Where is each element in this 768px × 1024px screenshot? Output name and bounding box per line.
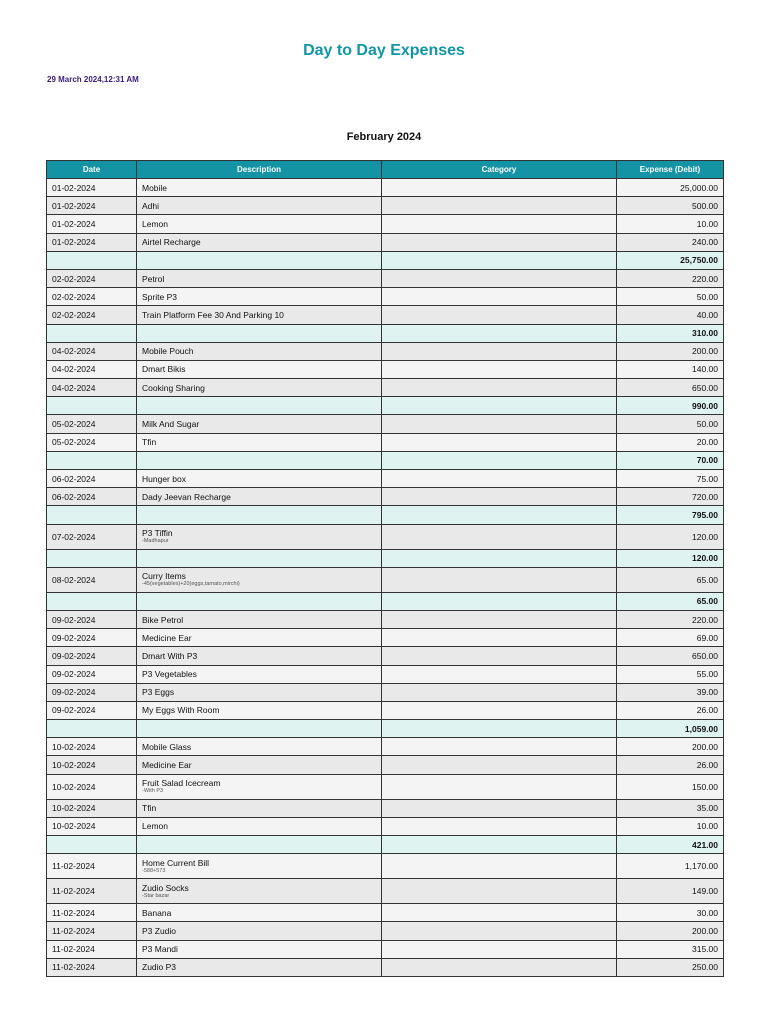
empty-cell [382,451,617,469]
description-text: Dmart With P3 [142,650,198,661]
description-text: Airtel Recharge [142,237,201,248]
expense-amount-cell: 240.00 [617,233,724,251]
category-cell [382,433,617,451]
expense-amount-cell: 69.00 [617,629,724,647]
description-text: Petrol [142,273,165,284]
table-row [47,940,724,958]
empty-cell [47,397,137,415]
description-text: Zudio P3 [142,962,177,973]
description-cell [137,415,382,433]
expense-amount-cell: 10.00 [617,215,724,233]
description-cell [137,342,382,360]
table-row [47,774,724,799]
date-cell: 09-02-2024 [47,647,137,665]
expense-amount-cell: 200.00 [617,342,724,360]
empty-cell [47,506,137,524]
expense-amount-cell: 26.00 [617,701,724,719]
category-cell [382,415,617,433]
date-cell: 10-02-2024 [47,738,137,756]
expense-amount-cell: 140.00 [617,360,724,378]
expense-amount-cell: 200.00 [617,922,724,940]
table-row [47,922,724,940]
expense-amount-cell: 150.00 [617,774,724,799]
category-cell [382,288,617,306]
category-cell [382,215,617,233]
table-row [47,470,724,488]
table-row [47,415,724,433]
expense-amount-cell: 149.00 [617,879,724,904]
empty-cell [382,836,617,854]
empty-cell [47,251,137,269]
expense-amount-cell: 75.00 [617,470,724,488]
description-text: Milk And Sugar [142,419,200,430]
description-cell [137,683,382,701]
description-cell [137,922,382,940]
table-row [47,342,724,360]
table-header-row [47,161,724,179]
description-text: Dady Jeevan Recharge [142,491,231,502]
description-text: Lemon [142,218,168,229]
month-heading: February 2024 [346,131,422,143]
category-cell [382,306,617,324]
category-cell [382,647,617,665]
table-row [47,854,724,879]
expense-amount-cell: 20.00 [617,433,724,451]
category-cell [382,470,617,488]
table-row [47,524,724,549]
date-cell: 06-02-2024 [47,470,137,488]
category-cell [382,940,617,958]
table-row [47,904,724,922]
column-header-expense: Expense (Debit) [617,161,724,179]
date-cell: 04-02-2024 [47,379,137,397]
category-cell [382,233,617,251]
description-cell [137,179,382,197]
expenses-table [46,160,724,977]
date-cell: 10-02-2024 [47,774,137,799]
empty-cell [137,506,382,524]
empty-cell [137,324,382,342]
description-note: -588+573 [142,867,166,874]
date-cell: 05-02-2024 [47,433,137,451]
description-cell [137,269,382,287]
description-cell [137,940,382,958]
description-cell [137,470,382,488]
expense-amount-cell: 26.00 [617,756,724,774]
description-text: Dmart Bikis [142,364,186,375]
table-row [47,647,724,665]
category-cell [382,269,617,287]
empty-cell [382,720,617,738]
category-cell [382,701,617,719]
daily-total-amount: 1,059.00 [617,720,724,738]
description-cell [137,488,382,506]
description-cell [137,288,382,306]
description-text: Mobile Glass [142,741,192,752]
category-cell [382,629,617,647]
table-row [47,683,724,701]
table-row [47,665,724,683]
table-row [47,288,724,306]
expense-amount-cell: 650.00 [617,379,724,397]
category-cell [382,879,617,904]
description-cell [137,756,382,774]
description-cell [137,738,382,756]
daily-total-amount: 25,750.00 [617,251,724,269]
date-cell: 01-02-2024 [47,233,137,251]
category-cell [382,567,617,592]
empty-cell [47,451,137,469]
category-cell [382,179,617,197]
description-cell [137,306,382,324]
description-text: Bike Petrol [142,614,184,625]
empty-cell [137,251,382,269]
daily-total-row [47,549,724,567]
description-cell [137,610,382,628]
category-cell [382,683,617,701]
description-text: Mobile Pouch [142,346,194,357]
date-cell: 05-02-2024 [47,415,137,433]
daily-total-amount: 70.00 [617,451,724,469]
date-cell: 11-02-2024 [47,879,137,904]
table-row [47,215,724,233]
expense-amount-cell: 650.00 [617,647,724,665]
daily-total-row [47,251,724,269]
table-row [47,738,724,756]
description-text: P3 Eggs [142,687,175,698]
date-cell: 11-02-2024 [47,854,137,879]
table-row [47,360,724,378]
table-row [47,433,724,451]
table-row [47,799,724,817]
date-cell: 10-02-2024 [47,756,137,774]
category-cell [382,524,617,549]
daily-total-row [47,836,724,854]
description-cell [137,629,382,647]
column-header-date: Date [47,161,137,179]
category-cell [382,342,617,360]
category-cell [382,488,617,506]
empty-cell [137,720,382,738]
description-text: Adhi [142,200,160,211]
category-cell [382,610,617,628]
table-row [47,269,724,287]
table-row [47,233,724,251]
table-row [47,756,724,774]
description-text: Tfin [142,803,157,814]
date-cell: 10-02-2024 [47,817,137,835]
expense-amount-cell: 65.00 [617,567,724,592]
table-row [47,610,724,628]
date-cell: 01-02-2024 [47,215,137,233]
expense-amount-cell: 35.00 [617,799,724,817]
daily-total-amount: 795.00 [617,506,724,524]
category-cell [382,854,617,879]
description-text: Fruit Salad Icecream [142,778,221,789]
description-cell [137,904,382,922]
description-text: Mobile [142,182,168,193]
date-cell: 11-02-2024 [47,904,137,922]
date-cell: 11-02-2024 [47,922,137,940]
empty-cell [137,397,382,415]
date-cell: 07-02-2024 [47,524,137,549]
description-text: My Eggs With Room [142,705,220,716]
date-cell: 01-02-2024 [47,179,137,197]
description-cell [137,379,382,397]
date-cell: 11-02-2024 [47,940,137,958]
daily-total-amount: 310.00 [617,324,724,342]
empty-cell [137,592,382,610]
category-cell [382,665,617,683]
description-cell [137,799,382,817]
category-cell [382,799,617,817]
date-cell: 09-02-2024 [47,665,137,683]
description-note: -Star bazar [142,892,170,899]
daily-total-row [47,451,724,469]
expense-amount-cell: 55.00 [617,665,724,683]
page-title: Day to Day Expenses [303,42,465,59]
category-cell [382,958,617,976]
table-row [47,629,724,647]
table-row [47,701,724,719]
empty-cell [47,836,137,854]
date-cell: 09-02-2024 [47,610,137,628]
table-row [47,488,724,506]
description-note: -45(vegetables)+20(eggs,tamato,mirchi) [142,581,240,588]
description-text: Medicine Ear [142,632,192,643]
empty-cell [382,397,617,415]
daily-total-row [47,592,724,610]
description-note: -Madhapur [142,538,169,545]
expense-amount-cell: 25,000.00 [617,179,724,197]
description-cell [137,360,382,378]
category-cell [382,738,617,756]
date-cell: 04-02-2024 [47,342,137,360]
daily-total-amount: 120.00 [617,549,724,567]
category-cell [382,817,617,835]
date-cell: 02-02-2024 [47,288,137,306]
table-row [47,306,724,324]
description-cell [137,524,382,549]
description-cell [137,665,382,683]
description-text: Home Current Bill [142,857,210,868]
description-text: Train Platform Fee 30 And Parking 10 [142,309,284,320]
table-row [47,817,724,835]
category-cell [382,922,617,940]
daily-total-row [47,506,724,524]
category-cell [382,774,617,799]
table-row [47,379,724,397]
description-note: -With P3 [142,788,164,795]
date-cell: 02-02-2024 [47,306,137,324]
column-header-description: Description [137,161,382,179]
description-cell [137,433,382,451]
empty-cell [382,549,617,567]
description-text: P3 Vegetables [142,669,197,680]
empty-cell [137,549,382,567]
expense-amount-cell: 50.00 [617,415,724,433]
date-cell: 01-02-2024 [47,197,137,215]
description-cell [137,958,382,976]
date-cell: 06-02-2024 [47,488,137,506]
description-text: P3 Mandi [142,944,178,955]
expense-amount-cell: 39.00 [617,683,724,701]
date-cell: 08-02-2024 [47,567,137,592]
description-text: Sprite P3 [142,291,177,302]
description-cell [137,647,382,665]
empty-cell [382,324,617,342]
daily-total-row [47,324,724,342]
empty-cell [382,251,617,269]
description-text: Tfin [142,437,157,448]
expense-amount-cell: 250.00 [617,958,724,976]
empty-cell [382,592,617,610]
expense-amount-cell: 50.00 [617,288,724,306]
date-cell: 09-02-2024 [47,701,137,719]
expense-amount-cell: 200.00 [617,738,724,756]
category-cell [382,360,617,378]
description-text: Banana [142,907,172,918]
description-text: Hunger box [142,473,186,484]
expense-amount-cell: 720.00 [617,488,724,506]
empty-cell [47,592,137,610]
category-cell [382,904,617,922]
daily-total-amount: 421.00 [617,836,724,854]
description-text: Medicine Ear [142,760,192,771]
description-cell [137,879,382,904]
expense-amount-cell: 120.00 [617,524,724,549]
daily-total-row [47,720,724,738]
description-cell [137,233,382,251]
empty-cell [137,451,382,469]
expense-amount-cell: 40.00 [617,306,724,324]
empty-cell [382,506,617,524]
expense-amount-cell: 500.00 [617,197,724,215]
table-row [47,197,724,215]
category-cell [382,756,617,774]
description-cell [137,701,382,719]
date-cell: 11-02-2024 [47,958,137,976]
empty-cell [47,549,137,567]
category-cell [382,379,617,397]
date-cell: 02-02-2024 [47,269,137,287]
expense-amount-cell: 315.00 [617,940,724,958]
expense-amount-cell: 10.00 [617,817,724,835]
empty-cell [47,720,137,738]
expense-amount-cell: 220.00 [617,610,724,628]
description-text: P3 Tiffin [142,528,173,539]
table-row [47,958,724,976]
date-cell: 09-02-2024 [47,683,137,701]
description-cell [137,854,382,879]
table-row [47,879,724,904]
table-body [47,179,724,977]
generated-timestamp: 29 March 2024,12:31 AM [47,75,139,84]
description-text: Curry Items [142,571,186,582]
description-cell [137,567,382,592]
description-cell [137,817,382,835]
daily-total-amount: 65.00 [617,592,724,610]
description-text: Zudio Socks [142,882,189,893]
description-cell [137,774,382,799]
description-cell [137,197,382,215]
expense-amount-cell: 220.00 [617,269,724,287]
expense-amount-cell: 30.00 [617,904,724,922]
daily-total-row [47,397,724,415]
date-cell: 10-02-2024 [47,799,137,817]
description-cell [137,215,382,233]
expense-amount-cell: 1,170.00 [617,854,724,879]
empty-cell [47,324,137,342]
description-text: P3 Zudio [142,925,177,936]
description-text: Cooking Sharing [142,382,205,393]
table-row [47,179,724,197]
description-text: Lemon [142,821,168,832]
empty-cell [137,836,382,854]
category-cell [382,197,617,215]
date-cell: 04-02-2024 [47,360,137,378]
column-header-category: Category [382,161,617,179]
daily-total-amount: 990.00 [617,397,724,415]
date-cell: 09-02-2024 [47,629,137,647]
table-row [47,567,724,592]
